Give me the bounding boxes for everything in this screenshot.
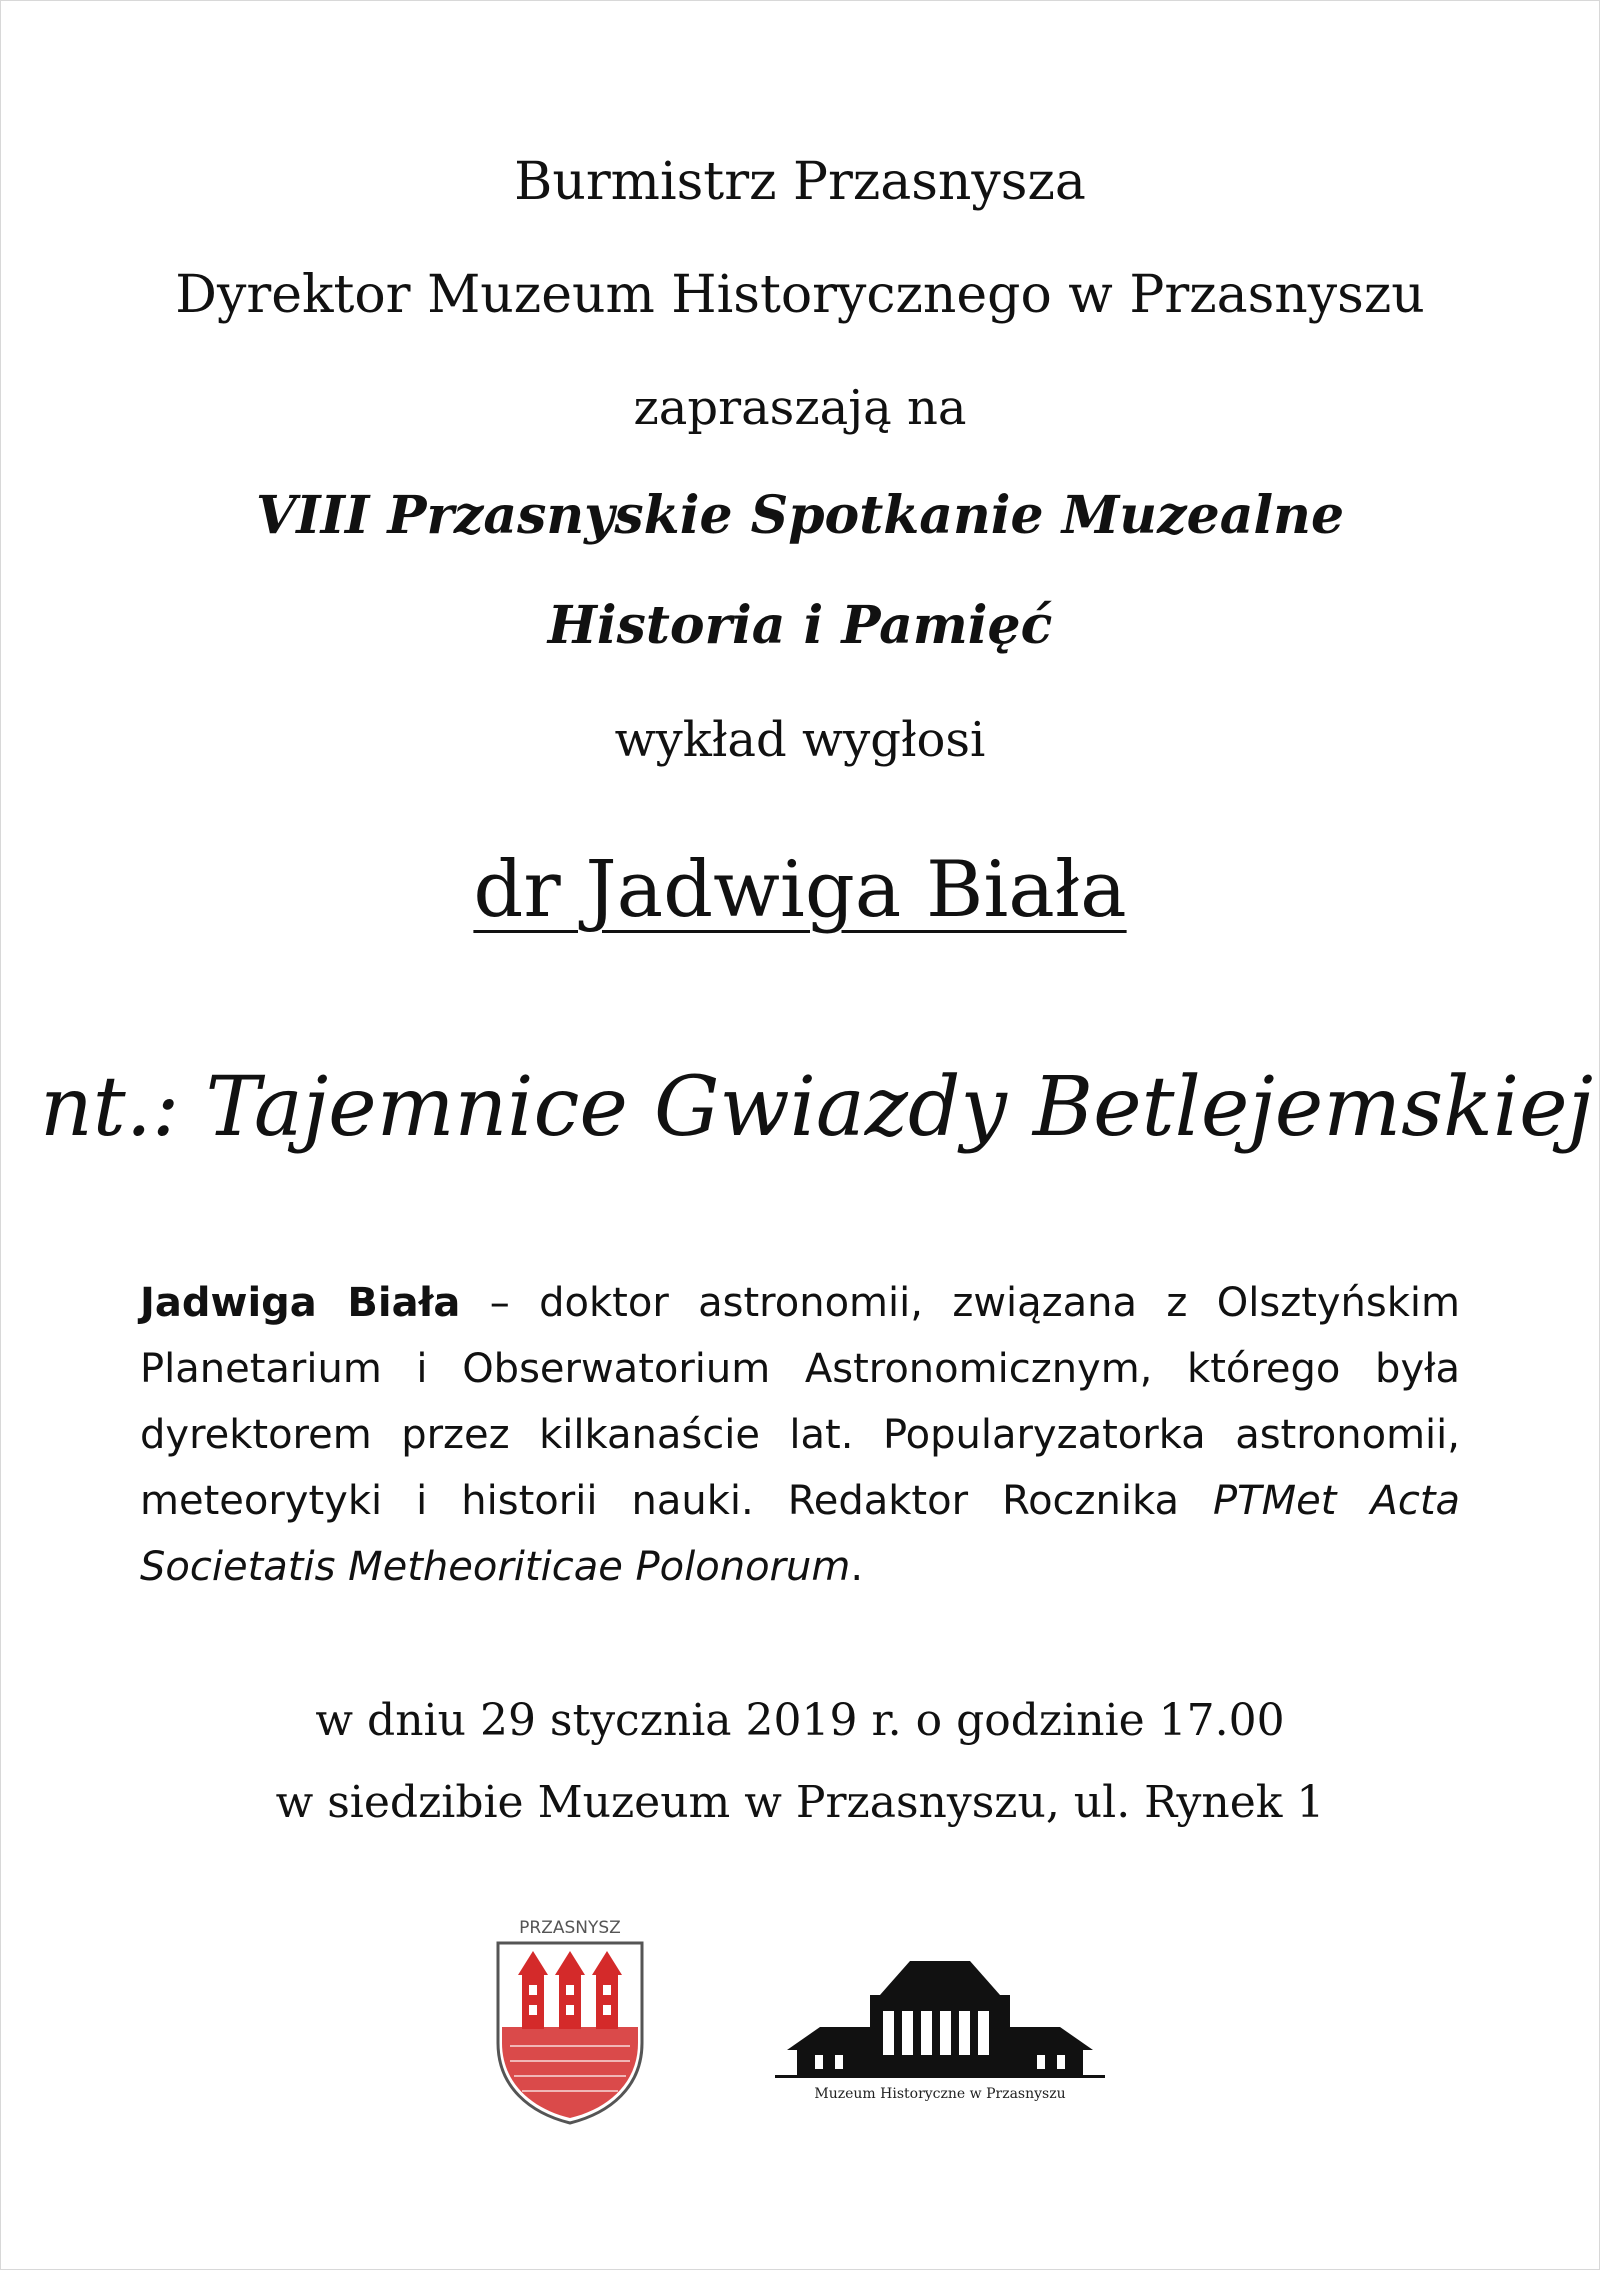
lecture-intro: wykład wygłosi [614, 712, 986, 768]
event-subtitle: Historia i Pamięć [547, 595, 1053, 656]
museum-logo-caption: Muzeum Historyczne w Przasnyszu [814, 2086, 1066, 2102]
organizer-museum-director: Dyrektor Muzeum Historycznego w Przasnyszu [175, 265, 1425, 325]
bio-name: Jadwiga Biała [140, 1280, 461, 1326]
event-place: w siedzibie Muzeum w Przasnyszu, ul. Rynek 1 [275, 1777, 1325, 1828]
bio-end: . [850, 1544, 864, 1590]
bio-text: – doktor astronomii, związana z Olsztyńskim Planetarium i Obserwatorium Astronomicznym, którego była dyrektorem przez kilkanaście lat. Popularyzatorka astronomii, meteorytyki i historii nauki. Redaktor Rocznika [140, 1280, 1460, 1524]
invitation-text: zapraszają na [633, 380, 967, 436]
przasnysz-crest-icon [490, 1915, 650, 2125]
lecture-topic: nt.: Tajemnice Gwiazdy Betlejemskiej [40, 1060, 1594, 1155]
event-series-title: VIII Przasnyskie Spotkanie Muzealne [255, 485, 1345, 546]
speaker-bio [140, 1270, 1460, 1600]
bio-journal: PTMet Acta Societatis Metheoriticae Polonorum [140, 1478, 1461, 1590]
speaker-name: dr Jadwiga Biała [473, 845, 1127, 935]
organizer-mayor: Burmistrz Przasnysza [514, 152, 1086, 212]
event-date: w dniu 29 stycznia 2019 r. o godzinie 17.00 [315, 1695, 1285, 1746]
crest-label: PRZASNYSZ [519, 1918, 621, 1938]
